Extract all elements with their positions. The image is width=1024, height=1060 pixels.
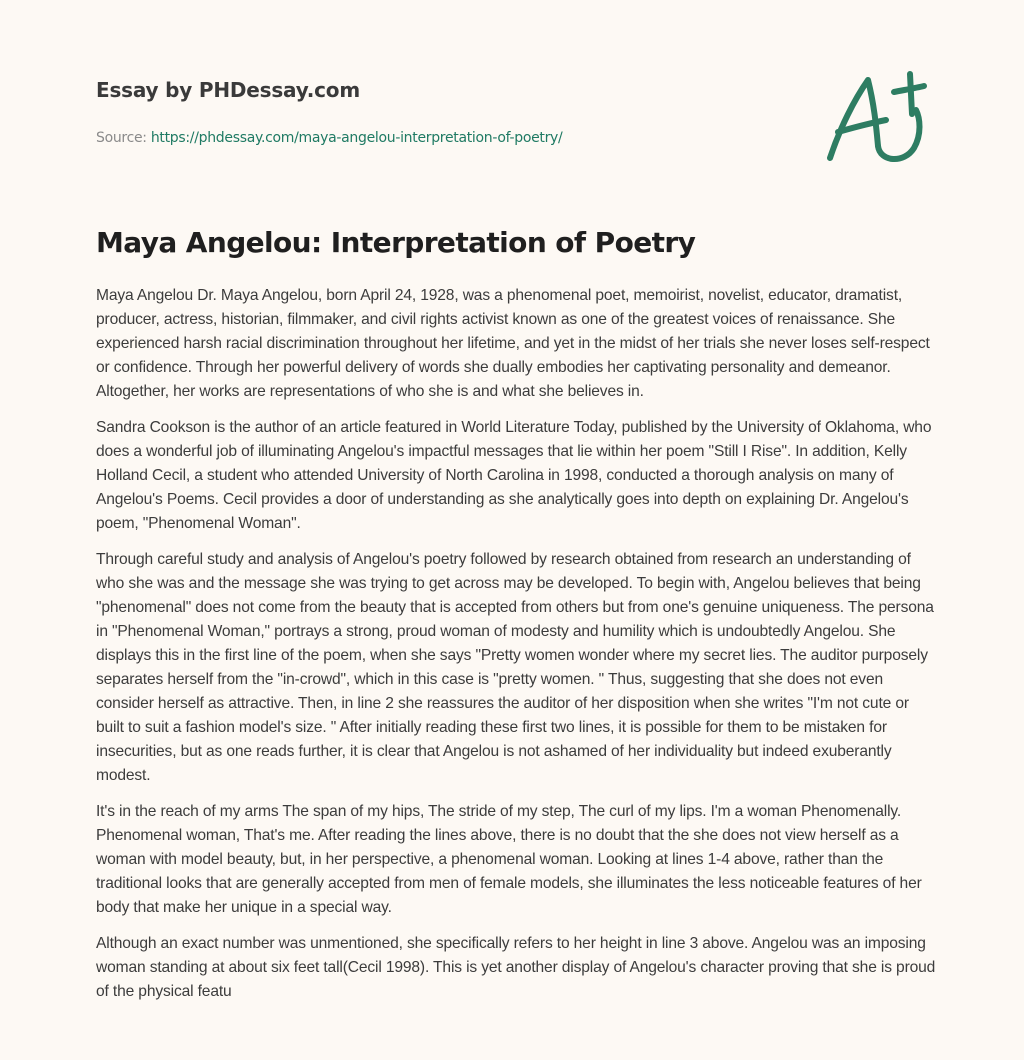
paragraph: It's in the reach of my arms The span of my hips, The stride of my step, The curl of my lips. I'm a woman Phenomenally. Phenomenal woman, That's me. After reading the lines above, there is no doubt that the she does not view herself as a woman with model beauty, but, in her perspective, a phenomenal woman. Looking at lines 1-4 above, rather than the traditional looks that are generally accepted from men of female models, she illuminates the less noticeable features of her body that make her unique in a special way. [96,803,922,916]
article-title: Maya Angelou: Interpretation of Poetry [96,226,696,259]
a-plus-grade-icon [824,66,928,166]
page-header [96,78,928,146]
article-body [96,284,936,1016]
paragraph: Maya Angelou Dr. Maya Angelou, born April 24, 1928, was a phenomenal poet, memoirist, novelist, educator, dramatist, producer, actress, historian, filmmaker, and civil rights activist known as one of the greatest voices of renaissance. She experienced harsh racial discrimination throughout her lifetime, and yet in the midst of her trials she never loses self-respect or confidence. Through her powerful delivery of words she dually embodies her captivating personality and demeanor. Altogether, her works are representations of who she is and what she believes in. [96,287,930,400]
source-line [96,130,928,146]
paragraph: Although an exact number was unmentioned, she specifically refers to her height in line 3 above. Angelou was an imposing woman standing at about six feet tall(Cecil 1998). This is yet another display of Angelou's character proving that she is proud of the physical featu [96,935,936,1000]
site-title: Essay by PHDessay.com [96,78,360,102]
paragraph: Sandra Cookson is the author of an article featured in World Literature Today, published by the University of Oklahoma, who does a wonderful job of illuminating Angelou's impactful messages that lie within her poem "Still I Rise". In addition, Kelly Holland Cecil, a student who attended University of North Carolina in 1998, conducted a thorough analysis on many of Angelou's Poems. Cecil provides a door of understanding as she analytically goes into depth on explaining Dr. Angelou's poem, "Phenomenal Woman". [96,419,932,532]
paragraph: Through careful study and analysis of Angelou's poetry followed by research obtained from research an understanding of who she was and the message she was trying to get across may be developed. To begin with, Angelou believes that being "phenomenal" does not come from the beauty that is accepted from others but from one's genuine uniqueness. The persona in "Phenomenal Woman," portrays a strong, proud woman of modesty and humility which is undoubtedly Angelou. She displays this in the first line of the poem, when she says "Pretty women wonder where my secret lies. The auditor purposely separates herself from the "in-crowd", which in this case is "pretty women. " Thus, suggesting that she does not even consider herself as attractive. Then, in line 2 she reassures the auditor of her disposition when she writes "I'm not cute or built to suit a fashion model's size. " After initially reading these first two lines, it is possible for them to be mistaken for insecurities, but as one reads further, it is clear that Angelou is not ashamed of her individuality but indeed exuberantly modest. [96,551,934,784]
source-link[interactable]: https://phdessay.com/maya-angelou-interpretation-of-poetry/ [150,130,563,146]
source-label: Source: [96,130,147,146]
